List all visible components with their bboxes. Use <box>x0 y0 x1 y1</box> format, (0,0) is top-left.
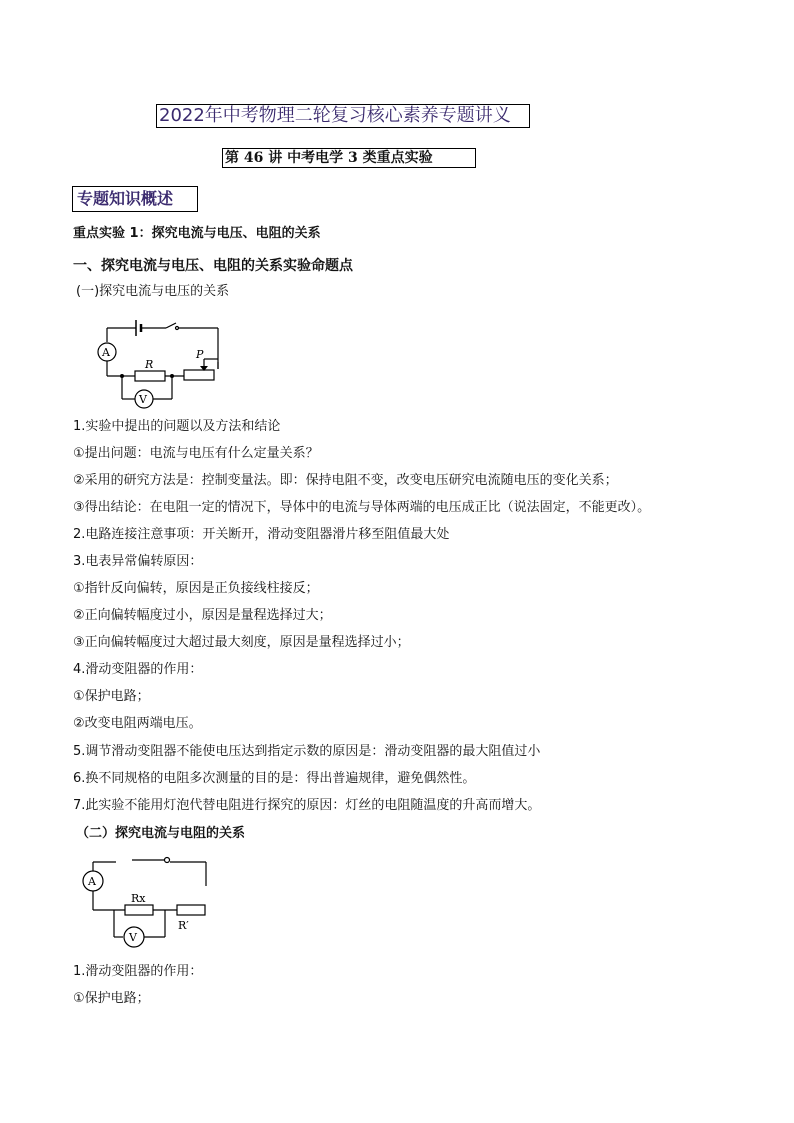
subsection-heading-2: （二）探究电流与电阻的关系 <box>76 826 246 841</box>
lecture-subtitle: 第 46 讲 中考电学 3 类重点实验 <box>222 148 476 168</box>
list-item: ①保护电路； <box>73 689 150 704</box>
rheostat-label: R′ <box>178 919 189 932</box>
list-item: 1.实验中提出的问题以及方法和结论 <box>73 419 281 434</box>
section-label: 专题知识概述 <box>72 186 198 212</box>
resistor-label: Rx <box>131 892 146 905</box>
list-item: 1.滑动变阻器的作用： <box>73 964 203 979</box>
list-item: ①保护电路； <box>73 991 150 1006</box>
slider-label: P <box>196 348 204 361</box>
list-item: ②正向偏转幅度过小，原因是量程选择过大； <box>73 608 332 623</box>
list-item: ①指针反向偏转，原因是正负接线柱接反； <box>73 581 319 596</box>
subsection-heading-1: (一)探究电流与电压的关系 <box>76 284 230 299</box>
list-item: 2.电路连接注意事项：开关断开，滑动变阻器滑片移至阻值最大处 <box>73 527 450 542</box>
list-item: ③得出结论：在电阻一定的情况下，导体中的电流与导体两端的电压成正比（说法固定，不能更改）。 <box>73 500 651 515</box>
list-item: ①提出问题：电流与电压有什么定量关系？ <box>73 446 319 461</box>
section-heading: 一、探究电流与电压、电阻的关系实验命题点 <box>73 258 353 274</box>
ammeter-label: A <box>88 875 96 888</box>
circuit-diagram-resistance <box>78 852 218 952</box>
list-item: 4.滑动变阻器的作用： <box>73 662 203 677</box>
ammeter-label: A <box>102 346 110 359</box>
voltmeter-label: V <box>139 393 147 406</box>
document-title: 2022年中考物理二轮复习核心素养专题讲义 <box>156 104 530 128</box>
voltmeter-label: V <box>129 931 137 944</box>
circuit-diagram-voltage <box>92 314 232 414</box>
list-item: 7.此实验不能用灯泡代替电阻进行探究的原因：灯丝的电阻随温度的升高而增大。 <box>73 798 541 813</box>
list-item: ②改变电阻两端电压。 <box>73 716 202 731</box>
list-item: 6.换不同规格的电阻多次测量的目的是：得出普遍规律，避免偶然性。 <box>73 771 476 786</box>
list-item: 5.调节滑动变阻器不能使电压达到指定示数的原因是：滑动变阻器的最大阻值过小 <box>73 744 541 759</box>
list-item: ②采用的研究方法是：控制变量法。即：保持电阻不变，改变电压研究电流随电压的变化关系； <box>73 473 618 488</box>
list-item: ③正向偏转幅度过大超过最大刻度，原因是量程选择过小； <box>73 635 410 650</box>
key-experiment-heading: 重点实验 1：探究电流与电压、电阻的关系 <box>73 226 321 241</box>
resistor-label: R <box>145 358 154 371</box>
list-item: 3.电表异常偏转原因： <box>73 554 203 569</box>
